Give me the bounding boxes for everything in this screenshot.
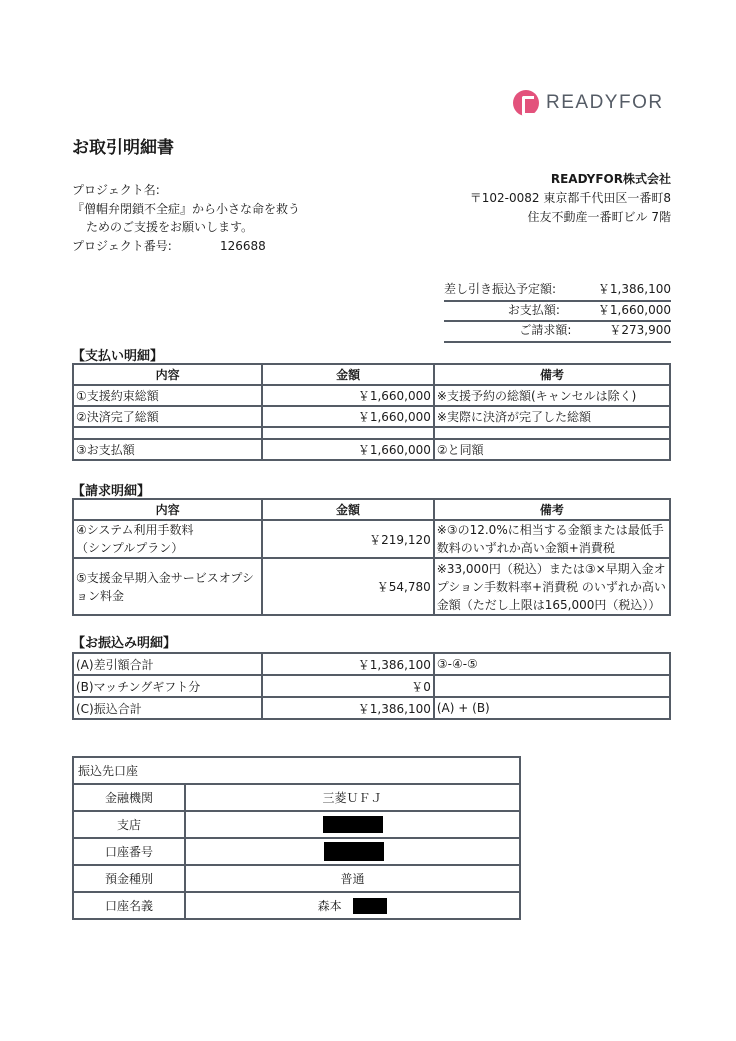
item-cell: ③お支払額 [73,439,262,460]
item-cell: ④システム利用手数料 （シンプルプラン） [73,520,262,558]
amount-cell: ￥1,660,000 [262,385,434,406]
summary-row-billing [444,322,671,343]
table-row [73,439,670,460]
amount-cell: ￥219,120 [262,520,434,558]
project-info [72,181,300,255]
summary-box [444,281,671,343]
table-spacer-row [73,427,670,439]
bank-header-row [73,757,520,784]
column-header: 金額 [262,364,434,385]
amount-cell: ￥54,780 [262,558,434,615]
payment-section-title: 【支払い明細】 [72,349,164,364]
empty-cell [434,427,670,439]
table-row [73,653,670,675]
project-number: 126688 [220,238,266,253]
summary-label: お支払額: [507,302,560,317]
project-name-line1: 『僧帽弁閉鎖不全症』から小さな命を救う [72,201,301,216]
bank-value-redacted [185,838,520,865]
company-address-line2: 住友不動産一番町ビル 7階 [527,210,671,224]
redaction-block [353,898,387,914]
company-name: READYFOR株式会社 [550,172,671,186]
summary-label: ご請求額: [519,323,572,337]
empty-cell [262,427,434,439]
billing-section-title: 【請求明細】 [72,484,151,499]
table-row [73,558,670,615]
column-header: 備考 [434,364,670,385]
bank-row [73,892,520,919]
column-header: 内容 [73,499,262,520]
note-cell: ※33,000円（税込）または③×早期入金オプション手数料率+消費税 のいずれか高い金額（ただし上限は165,000円（税込）） [434,558,670,615]
account-holder-name: 森本 [317,898,342,913]
summary-row-payment [444,302,671,323]
project-name-label: プロジェクト名: [72,183,160,197]
logo-text: READYFOR [546,92,664,113]
item-cell: (C)振込合計 [73,697,262,719]
bank-row [73,811,520,838]
bank-value: 三菱ＵＦＪ [185,784,520,811]
table-header-row [73,499,670,520]
bank-value [185,892,520,919]
bank-account-table [72,756,521,920]
logo-mark-icon [513,90,539,116]
bank-label: 預金種別 [73,865,185,892]
item-cell: ①支援約束総額 [73,385,262,406]
readyfor-logo [513,90,664,116]
bank-header: 振込先口座 [73,757,520,784]
amount-cell: ￥1,660,000 [262,406,434,427]
table-row [73,697,670,719]
column-header: 内容 [73,364,262,385]
transfer-section-title: 【お振込み明細】 [72,636,177,651]
empty-cell [73,427,262,439]
payment-table [72,363,671,461]
bank-label: 支店 [73,811,185,838]
summary-value: ￥1,386,100 [597,282,671,296]
note-cell: ※支援予約の総額(キャンセルは除く) [434,385,670,406]
project-number-row [72,237,300,256]
document-title: お取引明細書 [72,138,174,158]
note-cell: ②と同額 [434,439,670,460]
note-cell: ※③の12.0%に相当する金額または最低手数料のいずれか高い金額+消費税 [434,520,670,558]
company-info [470,170,671,227]
column-header: 備考 [434,499,670,520]
summary-label: 差し引き振込予定額: [444,282,557,296]
bank-label: 口座名義 [73,892,185,919]
table-row [73,675,670,697]
note-cell: ※実際に決済が完了した総額 [434,406,670,427]
billing-table [72,498,671,616]
project-number-label: プロジェクト番号: [72,238,172,253]
table-header-row [73,364,670,385]
item-cell: (A)差引額合計 [73,653,262,675]
bank-row [73,784,520,811]
bank-value: 普通 [185,865,520,892]
bank-label: 口座番号 [73,838,185,865]
summary-value: ￥273,900 [609,323,671,337]
table-row [73,406,670,427]
summary-row-net-transfer [444,281,671,302]
bank-row [73,865,520,892]
transfer-table [72,652,671,720]
project-name-line2: ためのご支援をお願いします。 [86,220,254,234]
item-cell: ⑤支援金早期入金サービスオプション料金 [73,558,262,615]
bank-label: 金融機関 [73,784,185,811]
note-cell [434,675,670,697]
redaction-block [323,816,383,833]
bank-value-redacted [185,811,520,838]
summary-value: ￥1,660,000 [597,302,671,317]
amount-cell: ￥1,386,100 [262,653,434,675]
amount-cell: ￥0 [262,675,434,697]
table-row [73,520,670,558]
item-cell: ②決済完了総額 [73,406,262,427]
bank-row [73,838,520,865]
column-header: 金額 [262,499,434,520]
amount-cell: ￥1,386,100 [262,697,434,719]
amount-cell: ￥1,660,000 [262,439,434,460]
redaction-block [324,842,384,861]
note-cell: ③-④-⑤ [434,653,670,675]
note-cell: (A) + (B) [434,697,670,719]
item-cell: (B)マッチングギフト分 [73,675,262,697]
company-address-line1: 〒102-0082 東京都千代田区一番町8 [469,191,671,205]
table-row [73,385,670,406]
